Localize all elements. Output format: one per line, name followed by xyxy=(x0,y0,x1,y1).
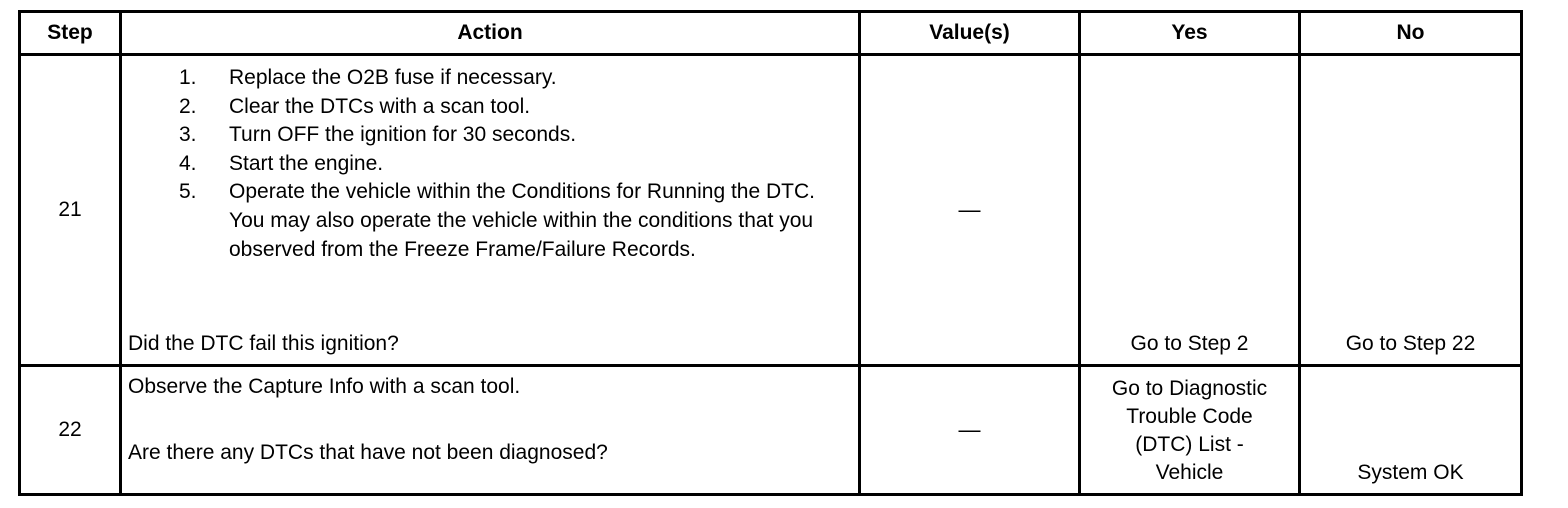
table-row-step-21 xyxy=(20,55,1522,366)
header-action: Action xyxy=(121,12,860,55)
yes-line: Go to Diagnostic xyxy=(1111,377,1268,400)
yes-line: Trouble Code xyxy=(1126,405,1253,428)
action-step xyxy=(122,150,829,179)
diagnostic-table xyxy=(18,10,1523,496)
no-cell: Go to Step 22 xyxy=(1300,55,1522,366)
yes-cell: Go to Step 2 xyxy=(1080,55,1300,366)
header-no: No xyxy=(1300,12,1522,55)
action-step xyxy=(122,64,829,93)
action-question: Are there any DTCs that have not been diagnosed? xyxy=(128,441,608,464)
value-cell: — xyxy=(860,366,1080,495)
action-cell xyxy=(121,366,860,495)
action-steps-list xyxy=(122,64,829,264)
header-values: Value(s) xyxy=(860,12,1080,55)
header-step: Step xyxy=(20,12,121,55)
action-step-number: 2. xyxy=(179,94,197,118)
action-step-number: 4. xyxy=(179,151,197,175)
step-number: 22 xyxy=(20,366,121,495)
action-question: Did the DTC fail this ignition? xyxy=(128,332,399,355)
header-yes: Yes xyxy=(1080,12,1300,55)
yes-cell xyxy=(1080,366,1300,495)
action-step-text: Start the engine. xyxy=(229,151,384,175)
value-cell: — xyxy=(860,55,1080,366)
action-step xyxy=(122,178,829,264)
action-step-text: Turn OFF the ignition for 30 seconds. xyxy=(229,123,577,147)
yes-line: Vehicle xyxy=(1155,461,1224,484)
action-step-number: 3. xyxy=(179,123,197,147)
action-step-text: Operate the vehicle within the Conditions for Running the DTC. You may also operate the vehicle within the conditions that you observed from the Freeze Frame/Failure Records. xyxy=(229,180,815,261)
table-row-step-22 xyxy=(20,366,1522,495)
action-step xyxy=(122,121,829,150)
action-step xyxy=(122,93,829,122)
yes-line: (DTC) List - xyxy=(1135,433,1244,456)
action-instruction: Observe the Capture Info with a scan tool. xyxy=(128,375,521,398)
action-step-text: Replace the O2B fuse if necessary. xyxy=(229,66,557,89)
header-row xyxy=(20,12,1522,55)
action-cell xyxy=(121,55,860,366)
action-step-number: 5. xyxy=(179,180,197,204)
step-number: 21 xyxy=(20,55,121,366)
action-step-number: 1. xyxy=(179,66,197,89)
no-cell: System OK xyxy=(1300,366,1522,495)
action-step-text: Clear the DTCs with a scan tool. xyxy=(229,94,531,118)
